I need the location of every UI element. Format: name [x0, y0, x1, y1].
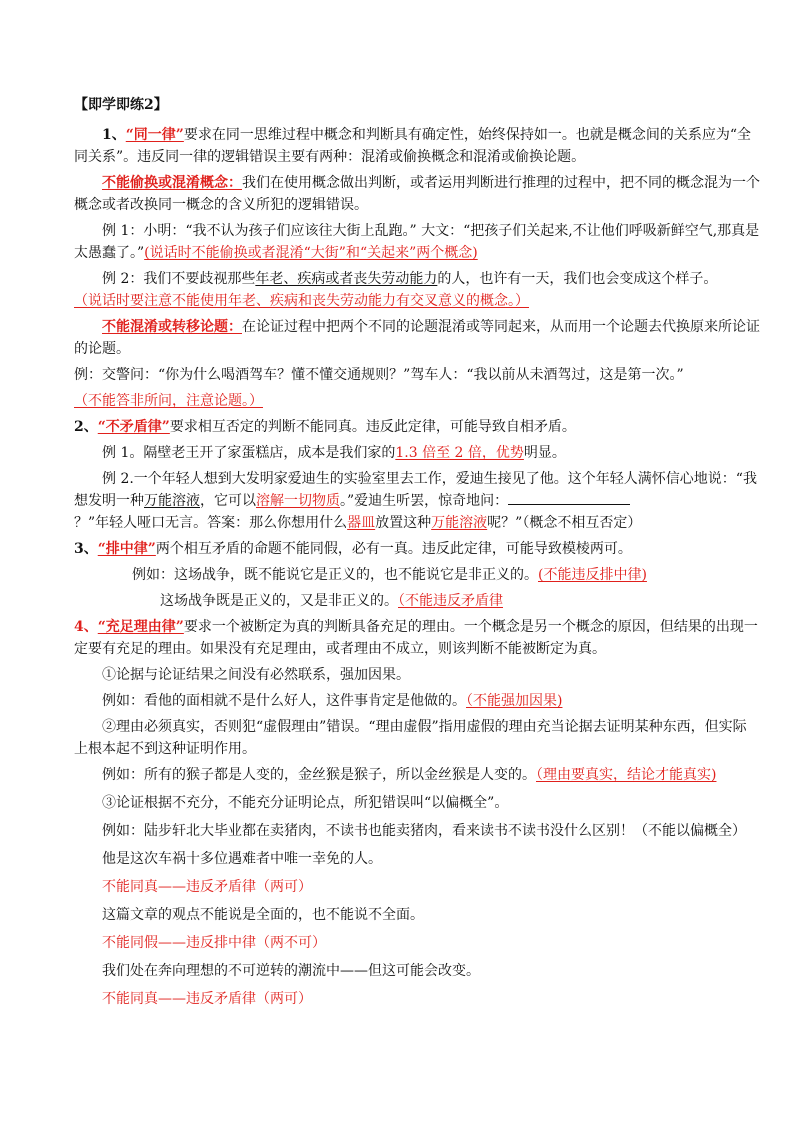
em-example-1-note: (不能违反排中律): [538, 567, 647, 583]
law-excluded-middle-term: “排中律”: [97, 541, 156, 557]
nc-example-2-u1: 万能溶液: [144, 493, 200, 509]
law-noncontradiction-term: “不矛盾律”: [97, 419, 170, 435]
law-identity-definition: 要求在同一思维过程中概念和判断具有确定性，始终保持如一。也就是概念间的关系应为“全同关系”。违反同一律的逻辑错误主要有两种：混淆或偷换概念和混淆或偷换论题。: [74, 127, 752, 165]
law-sufficient-reason-term: “充足理由律”: [97, 619, 184, 635]
tail-example-1-note: 不能同真——违反矛盾律（两可）: [102, 879, 312, 895]
tail-example-2-note: 不能同假——违反排中律（两不可）: [102, 935, 326, 951]
nc-example-2-a: 例 2.一个年轻人想到大发明家爱迪生的实验室里去工作，爱迪生接见了他。这个年轻人满怀信心地说：“我想发明一种: [74, 471, 757, 509]
law-identity-term: “同一律”: [125, 127, 184, 143]
example-2-note: （说话时要注意不能使用年老、疾病和丧失劳动能力有交叉意义的概念。）: [74, 293, 529, 309]
tail-example-3-note: 不能同真——违反矛盾律（两可）: [102, 991, 312, 1007]
law-sufficient-reason-definition: 要求一个被断定为真的判断具备充足的理由。一个概念是另一个概念的原因，但结果的出现一定要有充足的理由。如果没有充足理由，或者理由不成立，则该判断不能被断定为真。: [74, 619, 758, 657]
sub-rule-topic-title: 不能混淆或转移论题：: [102, 319, 242, 335]
em-example-1: [74, 564, 760, 586]
sub-rule-concept-title: 不能偷换或混淆概念：: [102, 175, 242, 191]
law-identity-paragraph: [74, 124, 760, 168]
sub-rule-concept-text: 我们在使用概念做出判断，或者运用判断进行推理的过程中，把不同的概念混为一个概念或者改换同一概念的含义所犯的逻辑错误。: [74, 175, 760, 213]
reason-rule-1: ①论据与论证结果之间没有必然联系，强加因果。: [102, 667, 410, 683]
example-1-note: (说话时不能偷换或者混淆“大街”和“关起来”两个概念): [144, 245, 478, 261]
reason-rule-2-example: [74, 764, 760, 786]
em-example-2-text: 这场战争既是正义的，又是非正义的。: [160, 593, 398, 609]
example-1: [74, 220, 760, 264]
law-number: 3、: [74, 541, 98, 557]
tail-example-2: 这篇文章的观点不能说是全面的，也不能说不全面。: [102, 907, 424, 923]
em-example-1-text: 例如：这场战争，既不能说它是正义的，也不能说它是非正义的。: [132, 567, 538, 583]
nc-example-2-b: ，它可以: [200, 493, 256, 509]
reason-rule-2: ②理由必须真实，否则犯“虚假理由”错误。“理由虚假”指用虚假的理由充当论据去证明某种东西，但实际上根本起不到这种证明作用。: [74, 719, 747, 757]
reason-rule-2-example-text: 例如：所有的猴子都是人变的，金丝猴是猴子，所以金丝猴是人变的。: [102, 767, 536, 783]
reason-rule-1-example-text: 例如：看他的面相就不是什么好人，这件事肯定是他做的。: [102, 693, 466, 709]
example-3-note: （不能答非所问，注意论题。）: [74, 393, 263, 409]
reason-rule-1-note: （不能强加因果): [466, 693, 563, 709]
nc-example-1-red: 1.3 倍至 2 倍，优势: [395, 445, 524, 461]
nc-example-2-e: 放置这种: [375, 515, 432, 531]
em-example-2: [74, 590, 760, 612]
law-number: 2、: [74, 419, 98, 435]
em-example-2-note: （不能违反矛盾律: [398, 593, 503, 609]
tail-example-3: 我们处在奔向理想的不可逆转的潮流中——但这可能会改变。: [102, 963, 480, 979]
law-sufficient-reason-paragraph: [74, 616, 760, 660]
example-3: 例：交警问：“你为什么喝酒驾车？懂不懂交通规则？”驾车人：“我以前从未酒驾过，这是第一次。”: [74, 367, 684, 383]
law-number: 1、: [102, 127, 126, 143]
example-2-text-a: 例 2：我们不要歧视那些: [102, 271, 256, 287]
section-heading: 【即学即练2】: [74, 97, 168, 113]
nc-example-2-d: ？”年轻人哑口无言。答案：那么你想用什么: [74, 515, 348, 531]
nc-example-1-text: 例 1。隔壁老王开了家蛋糕店，成本是我们家的: [102, 445, 396, 461]
law-excluded-middle-paragraph: [74, 538, 760, 560]
law-noncontradiction-definition: 要求相互否定的判断不能同真。违反此定律，可能导致自相矛盾。: [169, 419, 576, 435]
nc-example-2-u3: 万能溶液: [431, 515, 488, 531]
nc-example-2-u2: 器皿: [347, 515, 376, 531]
example-2: [74, 268, 760, 290]
nc-example-2-c: 。”爱迪生听罢，惊奇地问：: [340, 493, 509, 509]
nc-example-1-end: 明显。: [523, 445, 566, 461]
law-noncontradiction-paragraph: [74, 416, 760, 438]
reason-rule-2-note: （理由要真实，结论才能真实): [536, 767, 717, 783]
nc-example-2-red: 溶解一切物质: [256, 493, 340, 509]
example-2-text-b: 的人，也许有一天，我们也会变成这个样子。: [437, 271, 718, 287]
sub-rule-topic-text: 在论证过程中把两个不同的论题混淆或等同起来，从而用一个论题去代换原来所论证的论题。: [74, 319, 760, 357]
example-1-text: 例 1：小明：“我不认为孩子们应该往大街上乱跑。” 大文：“把孩子们关起来,不让他们呼吸新鲜空气,那真是太愚蠢了。”: [74, 223, 760, 261]
sub-rule-concept: [74, 172, 760, 216]
reason-rule-3-example: 例如：陆步轩北大毕业都在卖猪肉，不读书也能卖猪肉，看来读书不读书没什么区别！（不能以偏概全）: [102, 823, 746, 839]
tail-example-1: 他是这次车祸十多位遇难者中唯一幸免的人。: [102, 851, 382, 867]
document-page: [74, 94, 760, 1010]
nc-example-2-f: 呢？”（概念不相互否定）: [487, 515, 642, 531]
nc-example-2-answer: [74, 512, 760, 534]
reason-rule-1-example: [74, 690, 760, 712]
nc-example-2: [74, 468, 760, 512]
reason-rule-3: ③论证根据不充分，不能充分证明论点，所犯错误叫“以偏概全”。: [102, 795, 509, 811]
law-excluded-middle-definition: 两个相互矛盾的命题不能同假，必有一真。违反此定律，可能导致模棱两可。: [155, 541, 632, 557]
nc-example-1: [74, 442, 760, 464]
example-2-underlined: 年老、疾病或者丧失劳动能力: [255, 271, 438, 287]
sub-rule-topic: [74, 316, 760, 360]
answer-blank[interactable]: [508, 490, 630, 505]
law-number: 4、: [74, 619, 98, 635]
